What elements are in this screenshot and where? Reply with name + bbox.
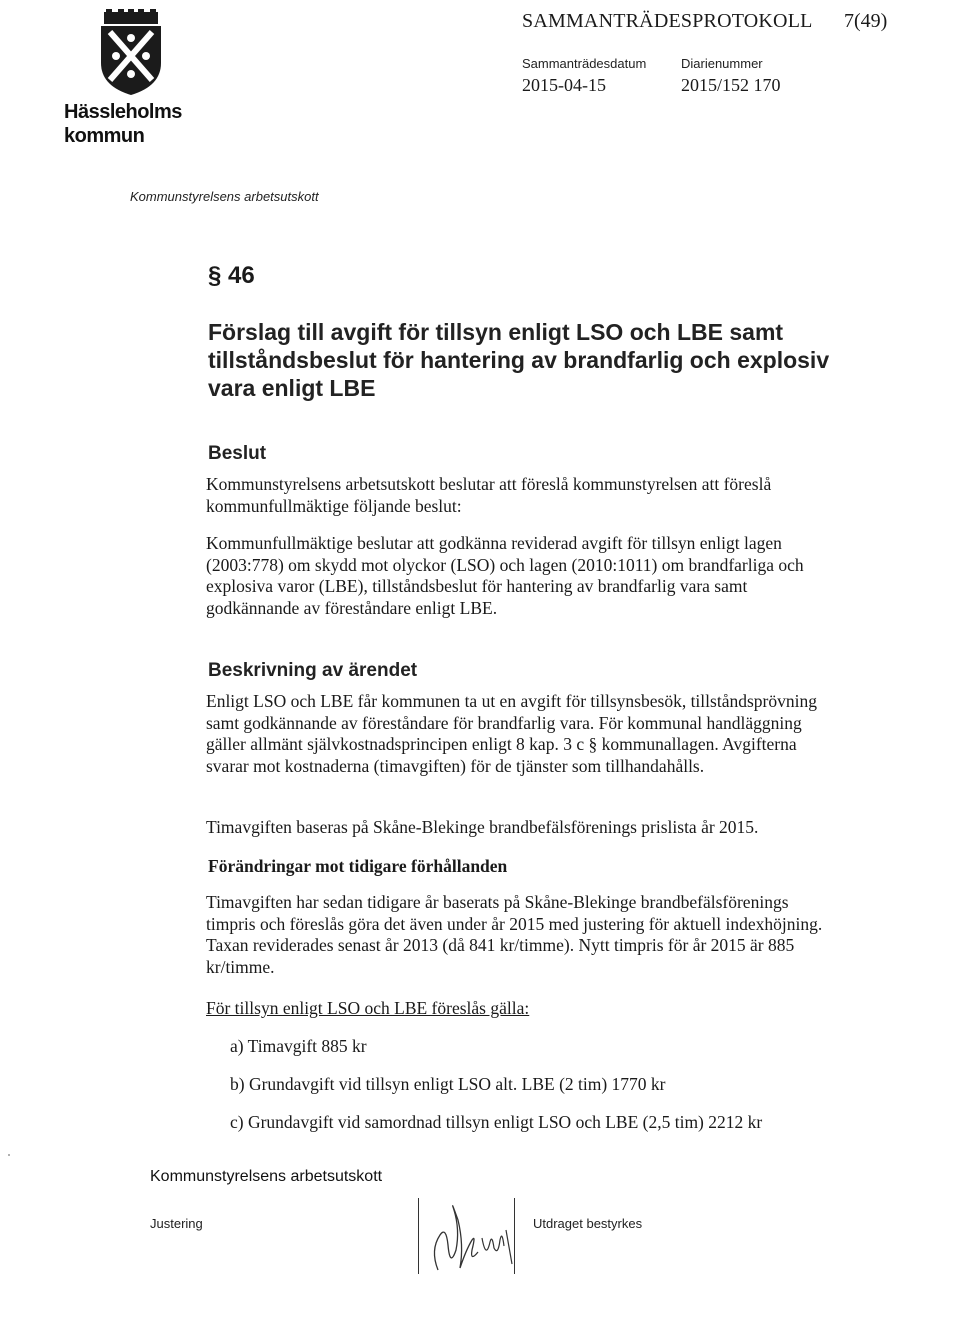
description-paragraph-2: Timavgiften baseras på Skåne-Blekinge brandbefälsförenings prislista år 2015. (206, 817, 759, 837)
footer-divider (418, 1198, 419, 1274)
fee-item-basic-coordinated: c) Grundavgift vid samordnad tillsyn enligt LSO och LBE (2,5 tim) 2212 kr (230, 1112, 763, 1132)
municipality-name-line1: Hässleholms (64, 101, 182, 123)
document-title: Förslag till avgift för tillsyn enligt LSO och LBE samt tillståndsbeslut för hantering av brandfarlig och explosiv vara enligt LBE (208, 319, 830, 401)
scan-speck (8, 1154, 10, 1156)
description-paragraph-1: Enligt LSO och LBE får kommunen ta ut en avgift för tillsynsbesök, tillståndsprövning samt godkännande av föreståndare för brandfarlig vara. För kommunal handläggning gäller allmänt självkostnadsprincipen enligt 8 kap. 3 c § kommunallagen. Avgifterna svarar mot kostnaderna (timavgiften) för de tjänster som tillhandahålls. (206, 691, 817, 776)
registry-number-label: Diarienummer (681, 56, 763, 71)
certified-label: Utdraget bestyrkes (533, 1216, 643, 1231)
meeting-date-label: Sammanträdesdatum (522, 56, 647, 71)
fee-item-basic-single: b) Grundavgift vid tillsyn enligt LSO alt. LBE (2 tim) 1770 kr (230, 1074, 666, 1094)
decision-paragraph-2: Kommunfullmäktige beslutar att godkänna reviderad avgift för tillsyn enligt lagen (2003:778) om skydd mot olyckor (LSO) och lagen (2010:1011) om brandfarliga och explosiva varor (LBE), tillståndsbeslut för hantering av brandfarlig vara samt godkännande av föreståndare enligt LBE. (206, 533, 804, 618)
municipality-name-line2: kommun (64, 125, 145, 147)
committee-header: Kommunstyrelsens arbetsutskott (130, 189, 319, 204)
fee-item-hourly: a) Timavgift 885 kr (230, 1036, 367, 1056)
decision-heading: Beslut (208, 443, 267, 464)
decision-paragraph-1: Kommunstyrelsens arbetsutskott beslutar att föreslå kommunstyrelsen att föreslå kommunfullmäktige följande beslut: (206, 474, 772, 516)
meeting-date-value: 2015-04-15 (522, 75, 606, 95)
changes-paragraph: Timavgiften har sedan tidigare år baserats på Skåne-Blekinge brandbefälsförenings timpris och föreslås göra det även under år 2015 med justering för aktuell indexhöjning. Taxan reviderades senast år 2013 (då 841 kr/timme). Nytt timpris för år 2015 är 885 kr/timme. (206, 892, 823, 977)
signature-icon (420, 1190, 520, 1280)
section-number: § 46 (208, 262, 255, 289)
changes-heading: Förändringar mot tidigare förhållanden (208, 856, 508, 876)
municipality-name (64, 100, 182, 148)
municipal-crest-icon (96, 8, 166, 96)
fees-intro: För tillsyn enligt LSO och LBE föreslås gälla: (206, 998, 530, 1018)
justering-label: Justering (150, 1216, 203, 1231)
description-heading: Beskrivning av ärendet (208, 660, 418, 681)
page-number: 7(49) (844, 10, 888, 32)
protocol-title: SAMMANTRÄDESPROTOKOLL (522, 10, 813, 32)
registry-number-value: 2015/152 170 (681, 75, 781, 95)
footer-committee: Kommunstyrelsens arbetsutskott (150, 1168, 383, 1185)
